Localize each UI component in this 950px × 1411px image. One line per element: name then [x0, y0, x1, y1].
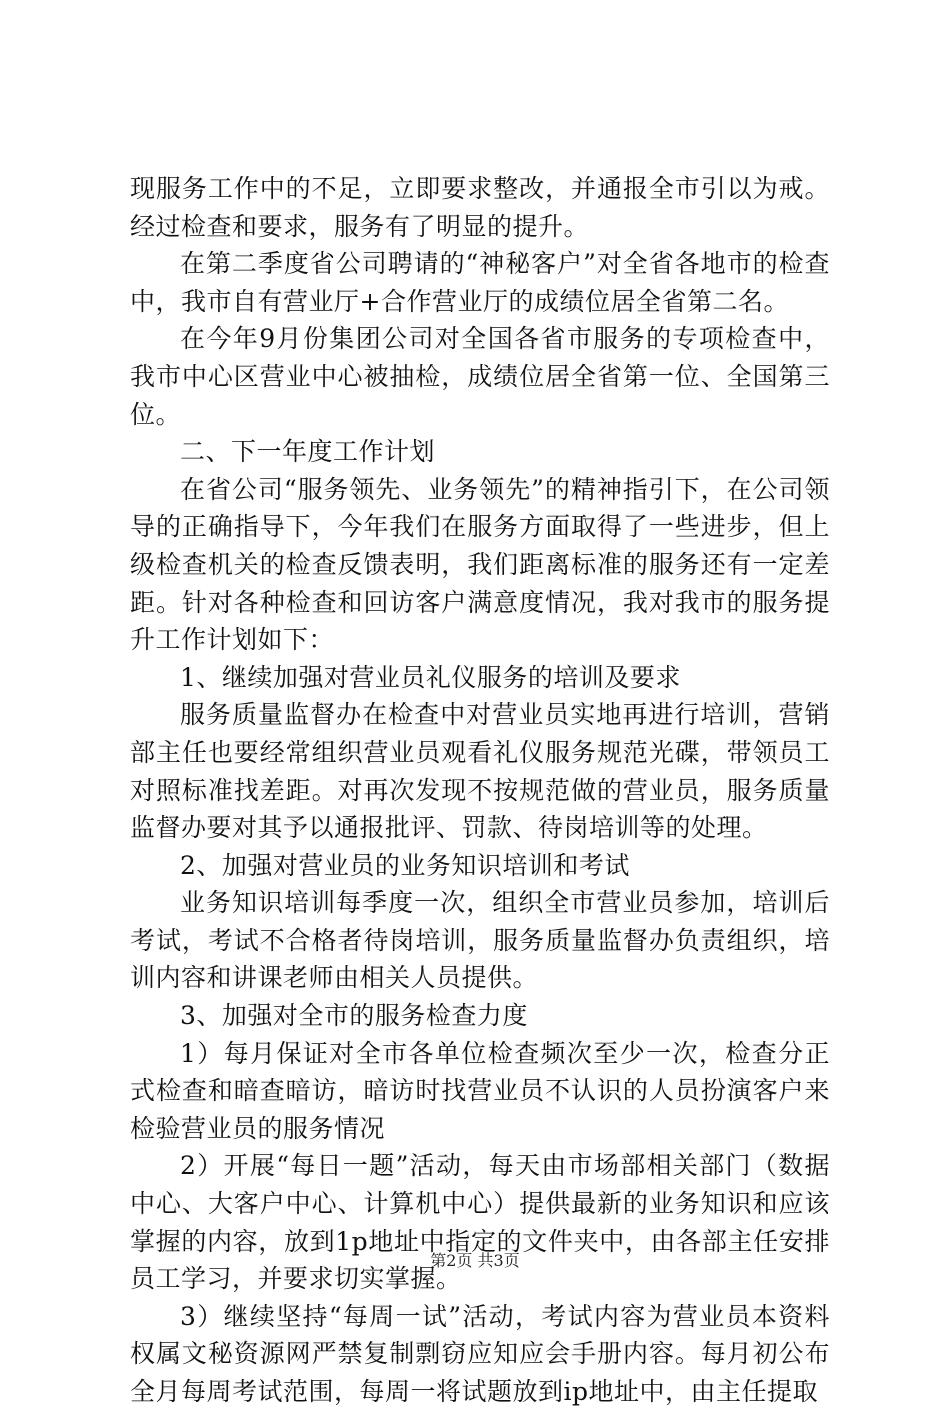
item-heading-etiquette-training: 1、继续加强对营业员礼仪服务的培训及要求	[180, 662, 681, 692]
paragraph-plan-intro: 在省公司“服务领先、业务领先”的精神指引下，在公司领导的正确指导下，今年我们在服务方面取得了一些进步，但上级检查机关的检查反馈表明，我们距离标准的服务还有一定差距。针对各种检查和回访客户满意度情况，我对我市的服务提升工作计划如下：	[130, 474, 830, 655]
paragraph-knowledge-training: 业务知识培训每季度一次，组织全市营业员参加，培训后考试，考试不合格者待岗培训，服务质量监督办负责组织，培训内容和讲课老师由相关人员提供。	[130, 888, 830, 993]
paragraph-weekly-test: 3）继续坚持“每周一试”活动，考试内容为营业员本资料权属文秘资源网严禁复制剽窃应知应会手册内容。每月初公布全月每周考试范围，每周一将试题放到ip地址中，由主任提取	[130, 1301, 830, 1406]
document-body	[130, 170, 830, 1411]
paragraph-monthly-inspection: 1）每月保证对全市各单位检查频次至少一次，检查分正式检查和暗查暗访，暗访时找营业员不认识的人员扮演客户来检验营业员的服务情况	[130, 1038, 830, 1143]
section-heading-next-year-plan: 二、下一年度工作计划	[180, 437, 436, 467]
paragraph-continuation: 现服务工作中的不足，立即要求整改，并通报全市引以为戒。经过检查和要求，服务有了明显的提升。	[130, 174, 830, 241]
item-heading-knowledge-training: 2、加强对营业员的业务知识培训和考试	[180, 850, 630, 880]
paragraph-etiquette-training: 服务质量监督办在检查中对营业员实地再进行培训，营销部主任也要经常组织营业员观看礼仪服务规范光碟，带领员工对照标准找差距。对再次发现不按规范做的营业员，服务质量监督办要对其予以通报批评、罚款、待岗培训等的处理。	[130, 700, 830, 843]
page-number-footer: 第2页 共3页	[430, 1251, 520, 1270]
paragraph-group-inspection: 在今年9月份集团公司对全国各省市服务的专项检查中，我市中心区营业中心被抽检，成绩位居全省第一位、全国第三位。	[130, 324, 830, 429]
paragraph-mystery-customer: 在第二季度省公司聘请的“神秘客户”对全省各地市的检查中，我市自有营业厅+合作营业厅的成绩位居全省第二名。	[130, 249, 830, 316]
item-heading-service-inspection: 3、加强对全市的服务检查力度	[180, 1001, 528, 1031]
paragraph-daily-question: 2）开展“每日一题”活动，每天由市场部相关部门（数据中心、大客户中心、计算机中心）提供最新的业务知识和应该掌握的内容，放到1p地址中指定的文件夹中，由各部主任安排员工学习，并要求切实掌握。	[130, 1151, 830, 1294]
